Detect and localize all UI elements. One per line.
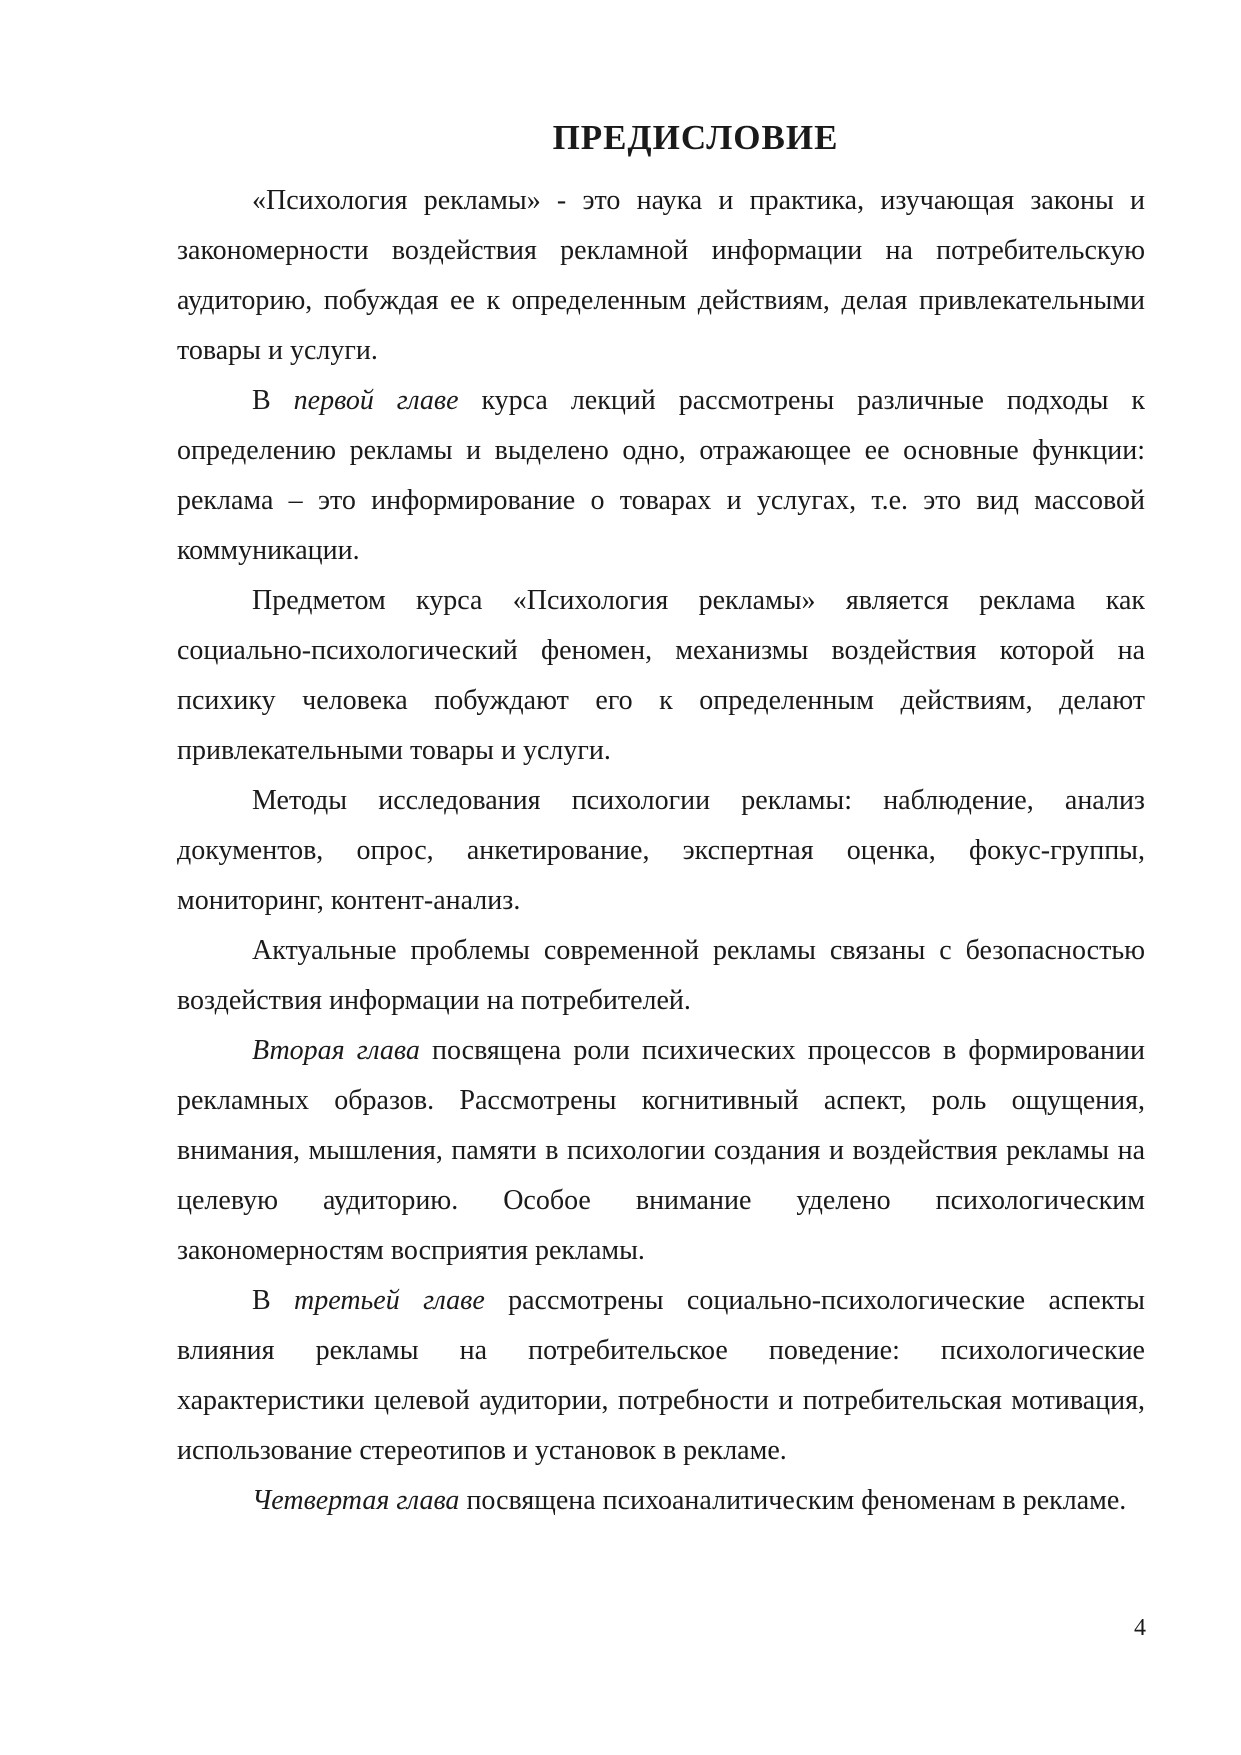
paragraph-5-text: Актуальные проблемы современной рекламы связаны с безопасностью воздействия информации на потребителей.: [177, 935, 1145, 1016]
paragraph-2: [177, 376, 1145, 576]
paragraph-6-italic: Вторая глава: [252, 1035, 420, 1066]
paragraph-7: [177, 1276, 1145, 1476]
page-number: 4: [1134, 1615, 1146, 1641]
paragraph-4: [177, 776, 1145, 926]
paragraph-8-italic: Четвертая глава: [252, 1485, 460, 1516]
paragraph-2-italic: первой главе: [293, 385, 459, 416]
paragraph-6: [177, 1026, 1145, 1276]
paragraph-3-text: Предметом курса «Психология рекламы» является реклама как социально-психологический феномен, механизмы воздействия которой на психику человека побуждают его к определенным действиям, делают привлекательными товары и услуги.: [177, 585, 1145, 766]
paragraph-2-text: курса лекций рассмотрены различные подходы к определению рекламы и выделено одно, отражающее ее основные функции: реклама – это информирование о товарах и услугах, т.е. это вид массовой коммуникации.: [177, 385, 1145, 566]
paragraph-3: [177, 576, 1145, 776]
paragraph-8-text: посвящена психоаналитическим феноменам в рекламе.: [459, 1485, 1127, 1516]
paragraph-1: [177, 176, 1145, 376]
document-body: [177, 176, 1145, 1518]
paragraph-2-prefix: В: [252, 385, 294, 416]
paragraph-1-text: «Психология рекламы» - это наука и практика, изучающая законы и закономерности воздействия рекламной информации на потребительскую аудиторию, побуждая ее к определенным действиям, делая привлекательными товары и услуги.: [177, 185, 1145, 366]
paragraph-4-text: Методы исследования психологии рекламы: наблюдение, анализ документов, опрос, анкетирование, экспертная оценка, фокус-группы, мониторинг, контент-анализ.: [177, 785, 1145, 916]
paragraph-6-text: посвящена роли психических процессов в формировании рекламных образов. Рассмотрены когнитивный аспект, роль ощущения, внимания, мышления, памяти в психологии создания и воздействия рекламы на целевую аудиторию. Особое внимание уделено психологическим закономерностям восприятия рекламы.: [177, 1035, 1145, 1266]
page-title: ПРЕДИСЛОВИЕ: [552, 118, 839, 157]
paragraph-7-text: рассмотрены социально-психологические аспекты влияния рекламы на потребительское поведение: психологические характеристики целевой аудитории, потребности и потребительская мотивация, использование стереотипов и установок в рекламе.: [177, 1285, 1145, 1466]
paragraph-5: [177, 926, 1145, 1026]
paragraph-8: [177, 1476, 1145, 1518]
paragraph-7-prefix: В: [252, 1285, 295, 1316]
paragraph-7-italic: третьей главе: [294, 1285, 485, 1316]
